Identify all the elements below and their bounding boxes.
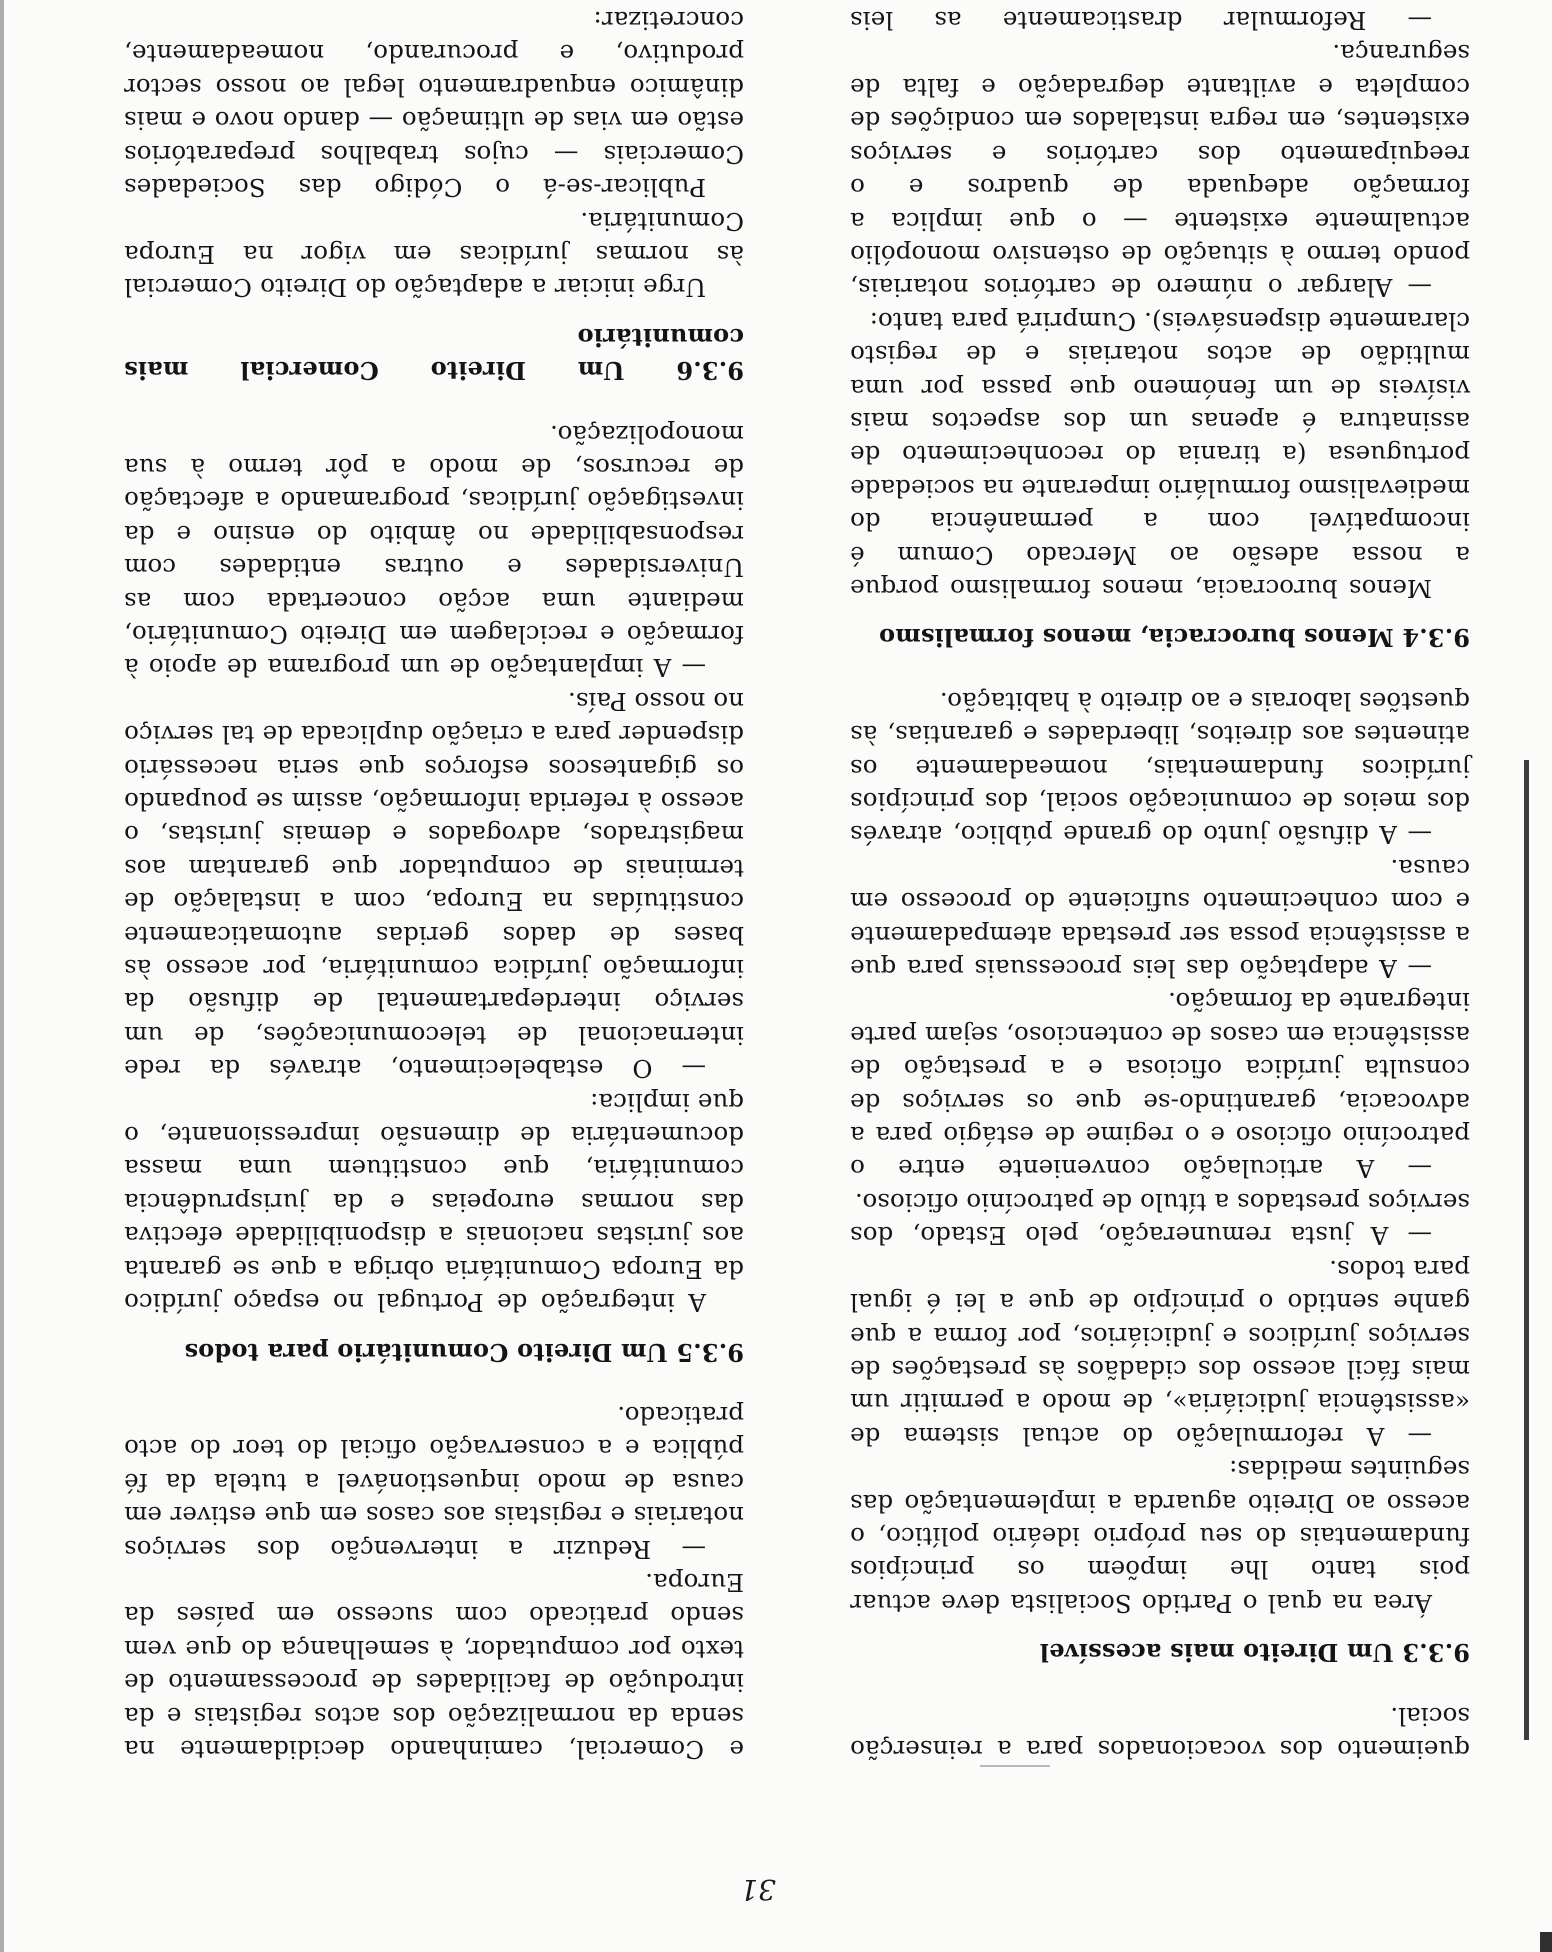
left-column-paragraph: — A adaptação das leis processuais para que a assistência possa ser prestada atempadamente e com conhecimento suficiente do processo em causa. (850, 853, 1470, 984)
left-column-paragraph: — Reformular drasticamente as leis (850, 6, 1432, 36)
left-column-paragraph: — A reformulação do actual sistema de «assistência judiciária», de modo a permitir um mais fácil acesso dos cidadãos às prestações de serviços jurídicos e judiciários, por forma a que ganhe sentido o princípio de que a lei é igual para todos. (850, 1254, 1470, 1451)
right-column-paragraph: Publicar-se-á o Código das Sociedades Comerciais — cujos trabalhos preparatórios estão em vias de ultimação — dando novo e mais dinâmico enquadramento legal ao nosso sector produtivo, e procurando, nomeadamente, concretizar: (124, 6, 744, 203)
left-column-paragraph: — A justa remuneração, pelo Estado, dos serviços prestados a título de patrocínio oficioso. (850, 1187, 1470, 1251)
left-column-paragraph: — A articulação conveniente entre o patrocínio oficioso e o regime de estágio para a advocacia, garantindo-se que os serviços de consulta jurídica oficiosa e a prestação de assistência em casos de contencioso, sejam parte integrante da formação. (850, 987, 1470, 1184)
page-number: 31 (740, 1873, 776, 1906)
right-column-section-heading: 9.3.6 Um Direito Comercial mais comunitário (124, 322, 744, 386)
right-column-paragraph: Urge iniciar a adaptação do Direito Comercial às normas jurídicas em vigor na Europa Comunitária. (124, 206, 744, 303)
left-column-paragraph: — A difusão junto do grande público, através dos meios de comunicação social, dos princípios jurídicos fundamentais, nomeadamente os atinentes aos direitos, liberdades e garantias, às questões laborais e ao direito à habitação. (850, 686, 1470, 850)
right-column (124, 0, 744, 1766)
right-column-paragraph: e Comercial, caminhando decididamente na senda da normalização dos actos registais e da introdução de facilidades de processamento de texto por computador, à semelhança do que vem sendo praticado com sucesso em países da Europa. (124, 1567, 744, 1764)
right-column-paragraph (124, 0, 744, 4)
right-column-paragraph: — Reduzir a intervenção dos serviços notariais e registais aos casos em que estiver em causa de modo inquestionável a tutela da fé pública e a conservação oficial do teor do acto praticado. (124, 1400, 744, 1564)
right-column-paragraph: A integração de Portugal no espaço jurídico da Europa Comunitária obriga a que se garanta aos juristas nacionais a disponibilidade efectiva das normas europeias e da jurisprudência comunitária, que constituem uma massa documentária de dimensão impressionante, o que implica: (124, 1087, 744, 1318)
left-column-paragraph: queimento dos vocacionados para a reinserção social. (850, 1701, 1470, 1764)
right-column-paragraph: — O estabelecimento, através da rede internacional de telecomunicações, de um serviço interdepartamental de difusão da informação jurídica comunitária, por acesso às bases de dados geridas automaticamente constituídas na Europa, com a instalação de terminais de computador que garantam aos magistrados, advogados e demais juristas, o acesso à referida informação, assim se poupando os gigantescos esforços que seria necessário dispender para a criação duplicada de tal serviço no nosso País. (124, 686, 744, 1084)
left-column-section-heading: 9.3.4 Menos burocracia, menos formalismo (878, 623, 1470, 653)
left-column-paragraph: — Alargar o número de cartórios notariais, pondo termo à situação de ostensivo monopólio actualmente existente — o que implica a formação adequada de quadros e o reequipamento dos cartórios e serviços existentes, em regra instalados em condições de completa e aviltante degradação e falta de segurança. (850, 39, 1470, 303)
right-column-section-heading: 9.3.5 Um Direito Comunitário para todos (184, 1337, 744, 1367)
left-column-paragraph: Menos burocracia, menos formalismo porque a nossa adesão ao Mercado Comum é incompatível com a permanência do medievalismo formulário imperante na sociedade portuguesa (a tirania do reconhecimento de assinatura é apenas um dos aspectos mais visíveis de um fenómeno que passa por uma multidão de actos notariais e de registo claramente dispensáveis). Cumprirá para tanto: (850, 306, 1470, 603)
right-column-paragraph: — A implantação de um programa de apoio à formação e reciclagem em Direito Comunitário, mediante uma acção concertada com as Universidades e outras entidades com responsabilidade no âmbito do ensino e da investigação jurídicas, programando a afectação de recursos, de modo a pôr termo à sua monopolização. (124, 419, 744, 683)
left-column-paragraph: Área na qual o Partido Socialista deve actuar pois tanto lhe impõem os princípios fundamentais do seu próprio ideário político, o acesso ao Direito aguarda a implementação das seguintes medidas: (850, 1455, 1470, 1618)
left-column-section-heading: 9.3.3 Um Direito mais acessível (1039, 1638, 1470, 1668)
left-column (850, 0, 1470, 1766)
